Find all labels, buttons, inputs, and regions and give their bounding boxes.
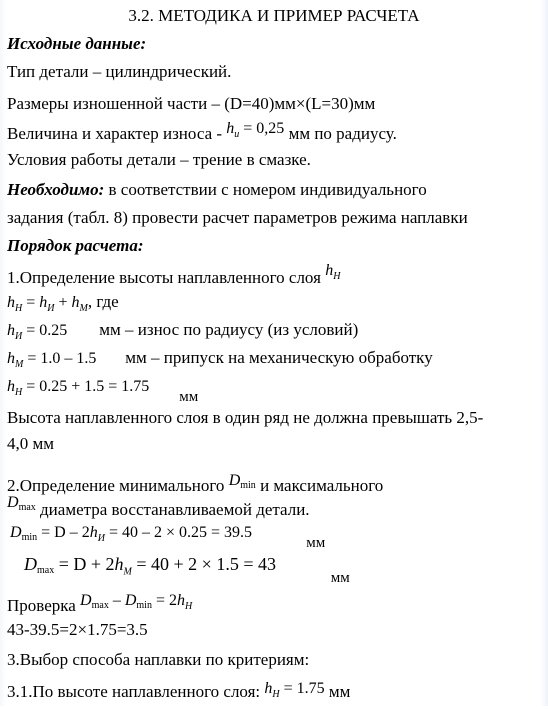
calc-order-title: Порядок расчета:	[7, 236, 144, 255]
height-limit-line-1: Высота наплавленного слоя в один ряд не должна превышать 2,5-	[7, 408, 484, 427]
required-text-1: в соответствии с номером индивидуального	[108, 180, 427, 199]
check-calculation: 43-39.5=2×1.75=3.5	[7, 620, 148, 639]
step2-title-a: 2.Определение минимального	[7, 476, 225, 495]
required-label: Необходимо:	[7, 180, 105, 199]
dmax-formula-line	[24, 554, 350, 586]
initial-data-title: Исходные данные:	[7, 34, 147, 53]
dmin-unit: мм	[306, 535, 326, 551]
conditions-line: Условия работы детали – трение в смазке.	[7, 150, 311, 169]
check-formula: $Dmax - Dmin = 2h_Н$	[80, 592, 193, 613]
height-formula: $h_Н = h_И + h_М$	[7, 294, 88, 315]
allowance-note: мм – припуск на механическую обработку	[125, 348, 433, 367]
section-heading: 3.2. МЕТОДИКА И ПРИМЕР РАСЧЕТА	[128, 6, 420, 25]
height-result-line	[7, 376, 198, 403]
dmin-symbol: Dmin	[228, 472, 256, 491]
step3-1-line	[7, 682, 350, 709]
hH-175-formula: $h_Н = 1.75$	[264, 680, 325, 701]
hu-formula: $h_и = 0,25$	[226, 120, 285, 141]
allowance-line	[7, 348, 433, 375]
wear-suffix: мм по радиусу.	[288, 124, 397, 143]
hM-formula: $h_М = 1.0 - 1.5$	[7, 350, 97, 371]
step3-1-text: 3.1.По высоте наплавленного слоя:	[7, 682, 261, 701]
dmax-formula: $Dmax = D + 2h_М = 40 + 2 \times 1.5 = 43$	[24, 554, 276, 578]
step1-title: 1.Определение высоты наплавленного слоя	[7, 268, 321, 287]
part-type-line: Тип детали – цилиндрический.	[7, 62, 232, 81]
check-label: Проверка	[7, 596, 76, 615]
height-result-unit: мм	[179, 389, 199, 405]
height-formula-line	[7, 292, 119, 319]
hH-result-formula: $h_Н = 0.25 + 1.5 = 1.75$	[7, 378, 150, 399]
step2-title-b: и максимального	[260, 476, 384, 495]
wear-prefix: Величина и характер износа -	[7, 124, 223, 143]
height-limit-line-2: 4,0 мм	[7, 434, 55, 453]
hH-symbol: $h_Н$	[325, 262, 341, 283]
required-line-2: задания (табл. 8) провести расчет параметров режима наплавки	[7, 208, 468, 227]
step2-title-line	[7, 472, 384, 502]
dmin-formula: $Dmin = D - 2h_И = 40 - 2 \times 0.25 = 39.5$	[10, 524, 253, 545]
where-text: , где	[87, 292, 119, 311]
step2-title-c: диаметра восстанавливаемой детали.	[40, 500, 310, 519]
required-line-1	[7, 180, 427, 200]
worn-size-line: Размеры изношенной части – (D=40)мм×(L=30)мм	[7, 94, 376, 113]
wear-line	[7, 120, 397, 151]
dmin-formula-line	[10, 522, 325, 549]
dmax-unit: мм	[330, 570, 350, 586]
step3-title: 3.Выбор способа наплавки по критериям:	[7, 650, 310, 669]
step3-1-unit: мм	[328, 682, 351, 701]
dmax-symbol: Dmax	[7, 494, 36, 513]
hI-formula: $h_И = 0.25$	[7, 322, 68, 343]
wear-note: мм – износ по радиусу (из условий)	[99, 320, 359, 339]
wear-radius-line	[7, 320, 358, 347]
